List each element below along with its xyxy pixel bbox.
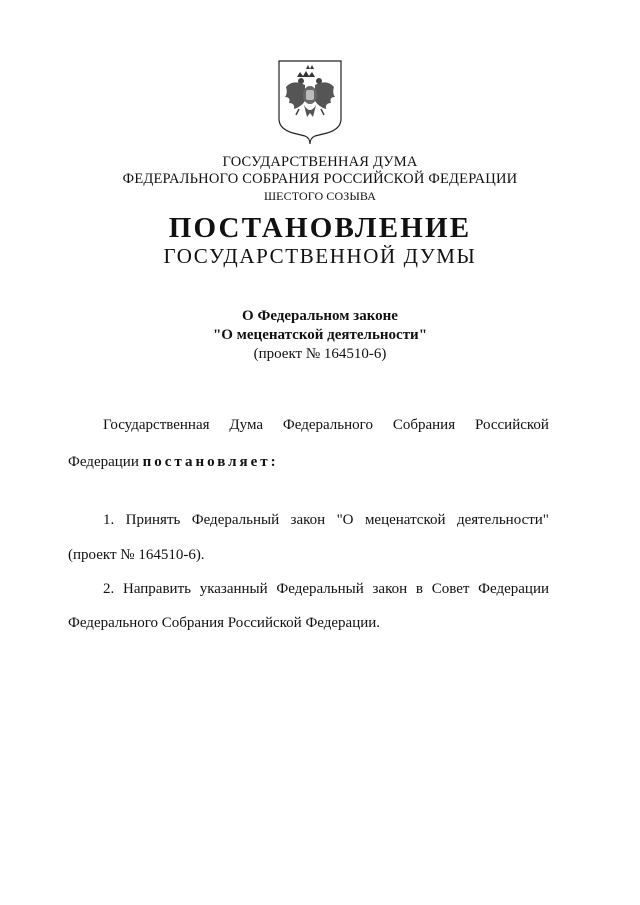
document-title: ПОСТАНОВЛЕНИЕ bbox=[168, 212, 472, 244]
word: Российской bbox=[475, 417, 549, 433]
item-2-line-1 bbox=[103, 580, 549, 598]
resolves-word: постановляет: bbox=[142, 454, 279, 470]
word: указанный bbox=[199, 581, 268, 597]
header-line-state-duma: ГОСУДАРСТВЕННАЯ ДУМА bbox=[222, 154, 418, 170]
word: Собрания bbox=[392, 417, 456, 433]
subject-line-2: "О меценатской деятельности" bbox=[212, 327, 428, 343]
document-subtitle: ГОСУДАРСТВЕННОЙ ДУМЫ bbox=[163, 244, 477, 268]
word: Федеральный bbox=[276, 581, 364, 597]
item-1-line-1 bbox=[103, 511, 549, 529]
word: Дума bbox=[229, 417, 264, 433]
word: меценатской bbox=[364, 512, 446, 528]
word: Принять bbox=[125, 512, 181, 528]
item-1-line-2: (проект № 164510-6). bbox=[68, 547, 205, 563]
word: Направить bbox=[122, 581, 191, 597]
header-line-federal-assembly: ФЕДЕРАЛЬНОГО СОБРАНИЯ РОССИЙСКОЙ ФЕДЕРАЦИИ bbox=[122, 171, 518, 187]
word: 2. bbox=[103, 581, 115, 597]
header-line-convocation: ШЕСТОГО СОЗЫВА bbox=[263, 189, 377, 203]
word: Федерального bbox=[282, 417, 373, 433]
subject-line-1: О Федеральном законе bbox=[242, 308, 398, 324]
state-emblem-icon bbox=[275, 57, 345, 147]
word: Федеральный bbox=[191, 512, 280, 528]
item-2-line-2: Федерального Собрания Российской Федерации. bbox=[68, 615, 381, 631]
preamble-line-1 bbox=[103, 416, 549, 434]
subject-line-3: (проект № 164510-6) bbox=[253, 346, 387, 362]
word: 1. bbox=[103, 512, 115, 528]
preamble-start: Федерации bbox=[68, 454, 139, 470]
word: "О bbox=[336, 512, 354, 528]
word: закон bbox=[290, 512, 326, 528]
preamble-line-2 bbox=[68, 453, 279, 471]
word: в bbox=[415, 581, 423, 597]
word: Совет bbox=[431, 581, 470, 597]
word: Государственная bbox=[103, 417, 210, 433]
word: закон bbox=[372, 581, 408, 597]
word: Федерации bbox=[478, 581, 549, 597]
word: деятельности" bbox=[456, 512, 549, 528]
